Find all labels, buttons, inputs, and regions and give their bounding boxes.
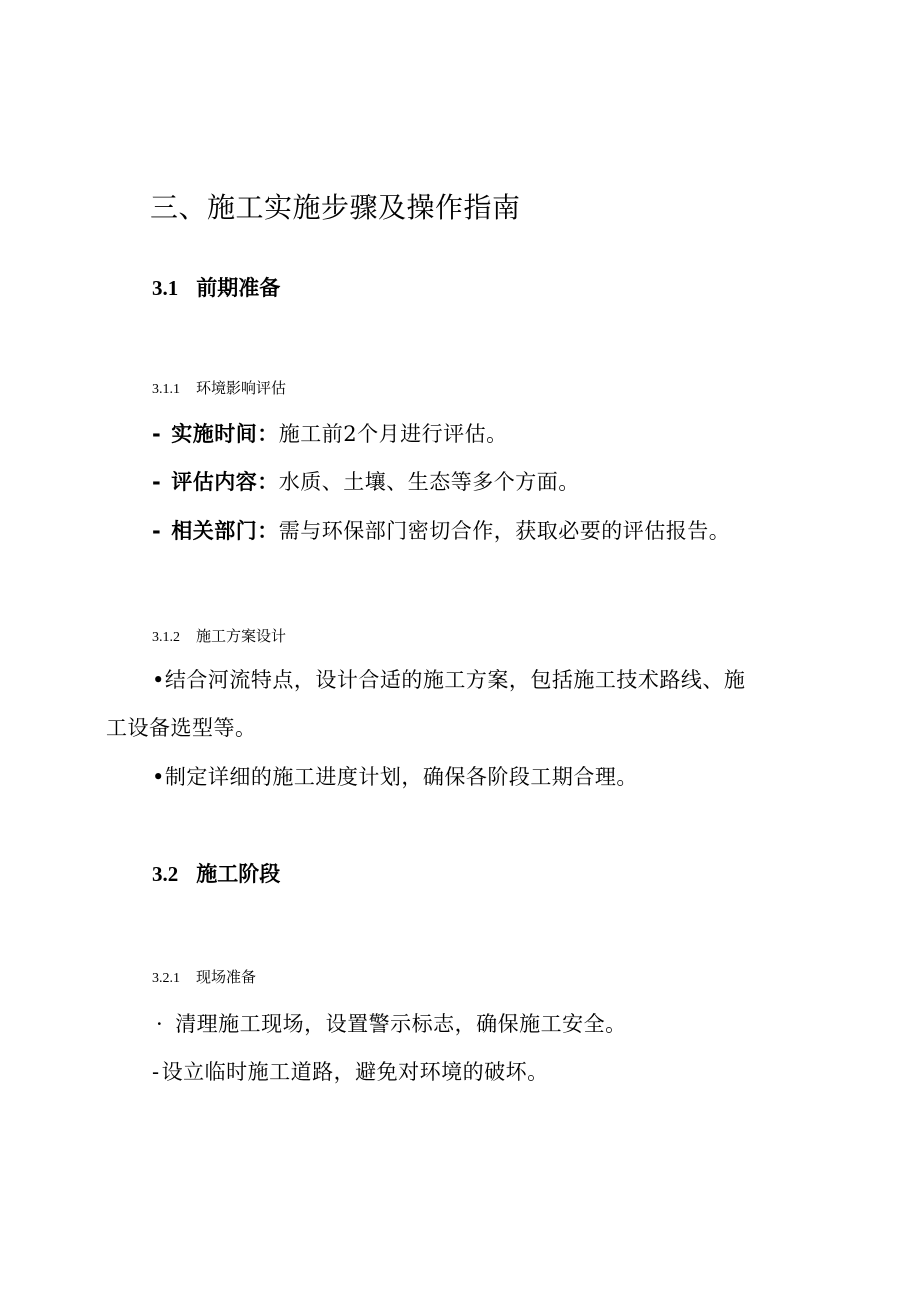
item-title: 施工方案设计: [196, 627, 287, 645]
item-number: 3.1.1: [152, 382, 180, 397]
item-title: 现场准备: [196, 968, 257, 986]
item-title: 环境影响评估: [196, 379, 287, 397]
subsection-title: 施工阶段: [196, 862, 281, 886]
item-label: 实施时间：: [171, 422, 279, 446]
item-heading-3-2-1: [152, 966, 256, 987]
list-item: [152, 664, 745, 694]
list-item-continuation: [106, 712, 257, 742]
subsection-heading-3-1: [152, 272, 280, 302]
list-item: [156, 1008, 627, 1038]
subsection-heading-3-2: [152, 858, 280, 888]
dash-marker: -: [152, 519, 162, 543]
subsection-number: 3.2: [152, 862, 179, 886]
subsection-number: 3.1: [152, 276, 179, 300]
dash-marker: -: [152, 470, 162, 494]
item-number: 3.1.2: [152, 630, 180, 645]
item-number: 3.2.1: [152, 971, 180, 986]
bullet-marker: •: [152, 765, 165, 789]
item-label: 评估内容：: [171, 470, 279, 494]
item-heading-3-1-2: [152, 625, 286, 646]
list-item: [152, 515, 730, 545]
dot-marker: ·: [156, 1012, 164, 1036]
dash-marker: -: [152, 422, 162, 446]
item-text: 水质、土壤、生态等多个方面。: [278, 470, 580, 494]
item-text: 需与环保部门密切合作，获取必要的评估报告。: [278, 519, 731, 543]
item-text: 工设备选型等。: [106, 716, 257, 740]
item-text: 施工前2个月进行评估。: [278, 422, 508, 446]
item-text: 制定详细的施工进度计划，确保各阶段工期合理。: [164, 765, 638, 789]
bullet-marker: •: [152, 668, 165, 692]
list-item: [152, 761, 638, 791]
list-item: [152, 1056, 549, 1086]
item-text: 设立临时施工道路，避免对环境的破坏。: [161, 1060, 549, 1084]
list-item: [152, 418, 508, 448]
list-item: [152, 466, 580, 496]
item-text: 清理施工现场，设置警示标志，确保施工安全。: [175, 1012, 627, 1036]
dash-marker: -: [152, 1060, 160, 1084]
item-heading-3-1-1: [152, 377, 286, 398]
item-label: 相关部门：: [171, 519, 279, 543]
item-text: 结合河流特点，设计合适的施工方案，包括施工技术路线、施: [164, 668, 746, 692]
subsection-title: 前期准备: [196, 276, 281, 300]
section-title: 三、施工实施步骤及操作指南: [150, 191, 521, 224]
